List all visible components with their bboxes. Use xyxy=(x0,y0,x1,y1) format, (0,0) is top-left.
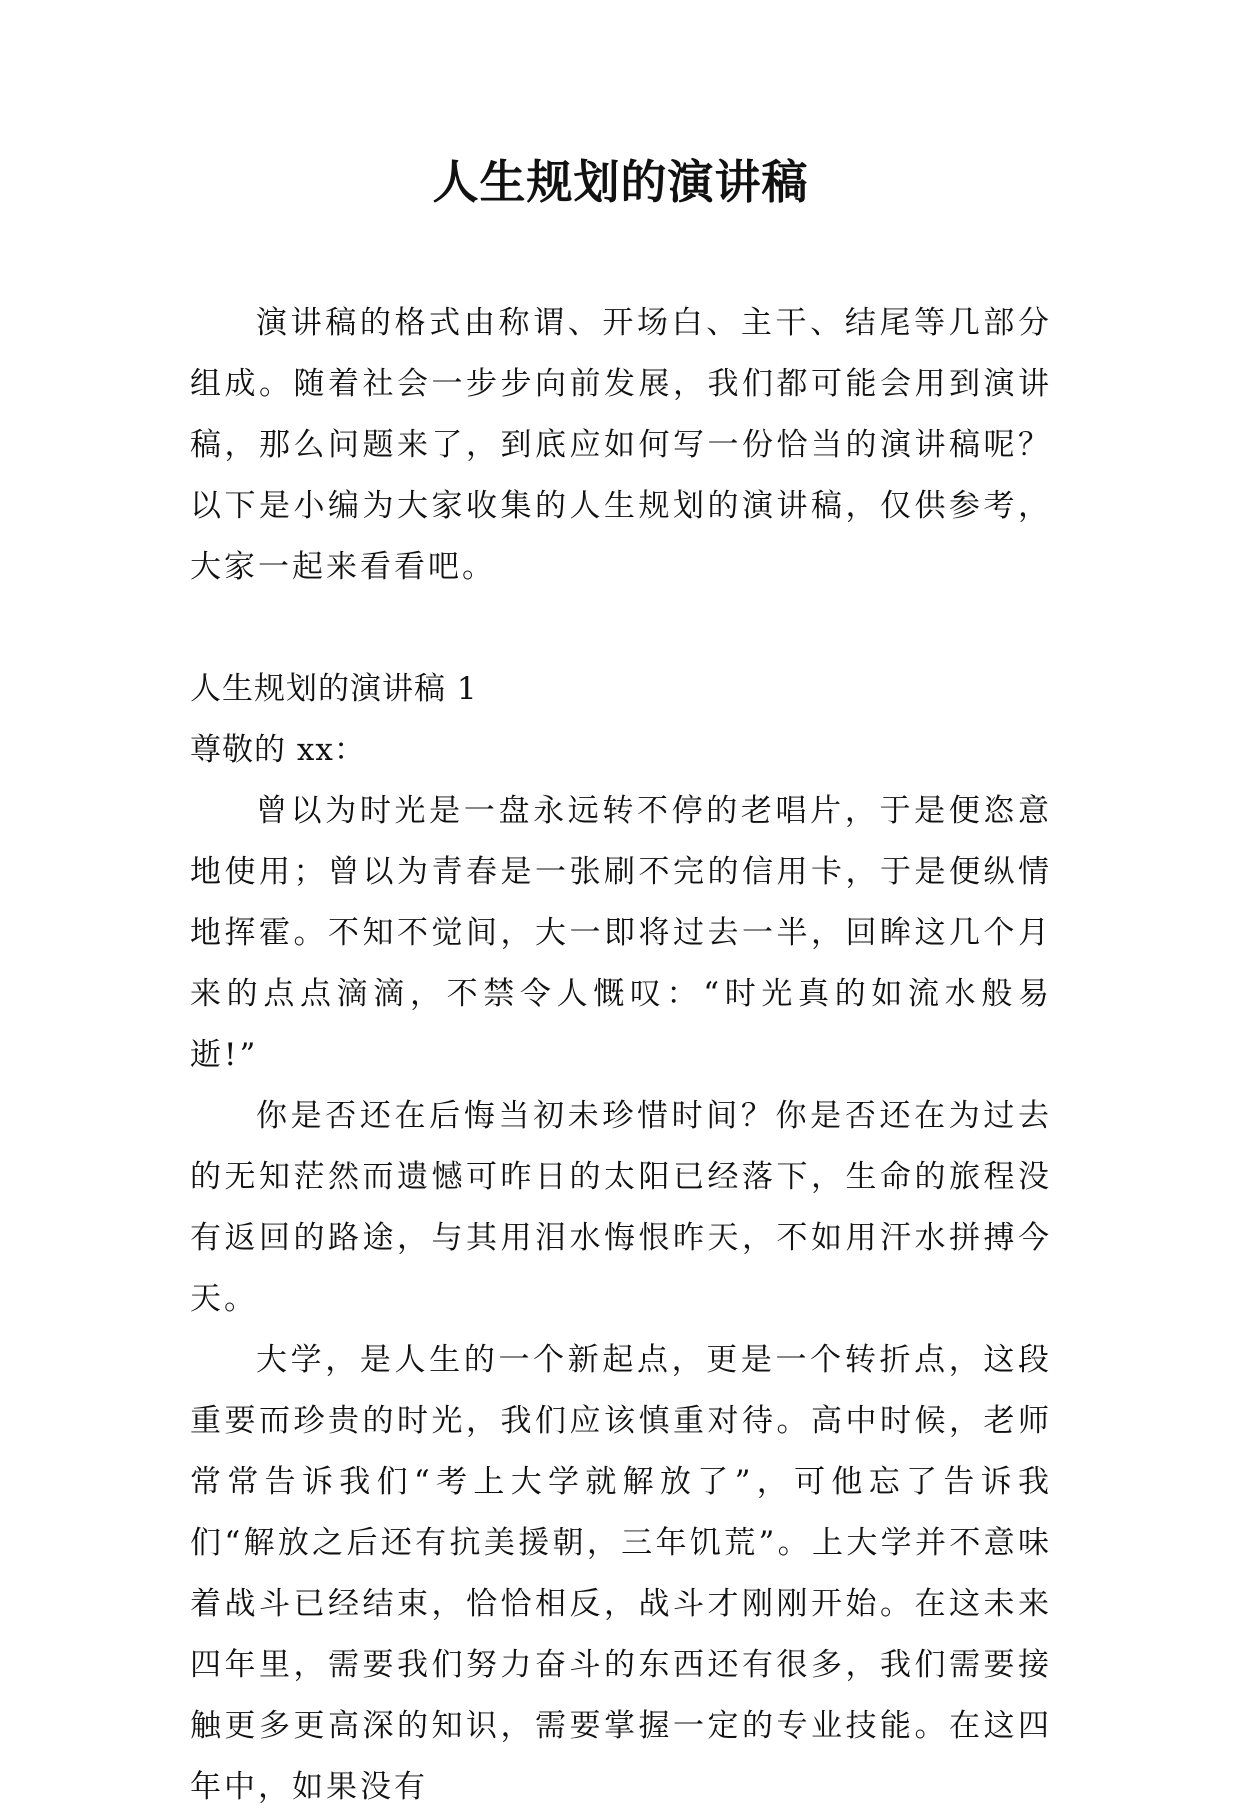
salutation: 尊敬的 xx： xyxy=(190,732,366,768)
intro-paragraph: 演讲稿的格式由称谓、开场白、主干、结尾等几部分组成。随着社会一步步向前发展，我们都可能会用到演讲稿，那么问题来了，到底应如何写一份恰当的演讲稿呢？以下是小编为大家收集的人生规划的演讲稿，仅供参考，大家一起来看看吧。 xyxy=(190,305,1052,585)
document-title: 人生规划的演讲稿 xyxy=(432,155,809,209)
body-paragraph-3: 大学，是人生的一个新起点，更是一个转折点，这段重要而珍贵的时光，我们应该慎重对待。高中时候，老师常常告诉我们“考上大学就解放了”，可他忘了告诉我们“解放之后还有抗美援朝，三年饥荒”。上大学并不意味着战斗已经结束，恰恰相反，战斗才刚刚开始。在这未来四年里，需要我们努力奋斗的东西还有很多，我们需要接触更多更高深的知识，需要掌握一定的专业技能。在这四年中，如果没有 xyxy=(190,1342,1052,1805)
body-paragraph-1: 曾以为时光是一盘永远转不停的老唱片，于是便恣意地使用；曾以为青春是一张刷不完的信用卡，于是便纵情地挥霍。不知不觉间，大一即将过去一半，回眸这几个月来的点点滴滴，不禁令人慨叹：“时光真的如流水般易逝!” xyxy=(190,793,1052,1073)
section-heading: 人生规划的演讲稿 1 xyxy=(190,671,478,707)
blank-line xyxy=(190,598,1052,659)
document-body xyxy=(190,293,1052,1818)
body-paragraph-2: 你是否还在后悔当初未珍惜时间？你是否还在为过去的无知茫然而遗憾可昨日的太阳已经落下，生命的旅程没有返回的路途，与其用泪水悔恨昨天，不如用汗水拼搏今天。 xyxy=(190,1098,1052,1317)
